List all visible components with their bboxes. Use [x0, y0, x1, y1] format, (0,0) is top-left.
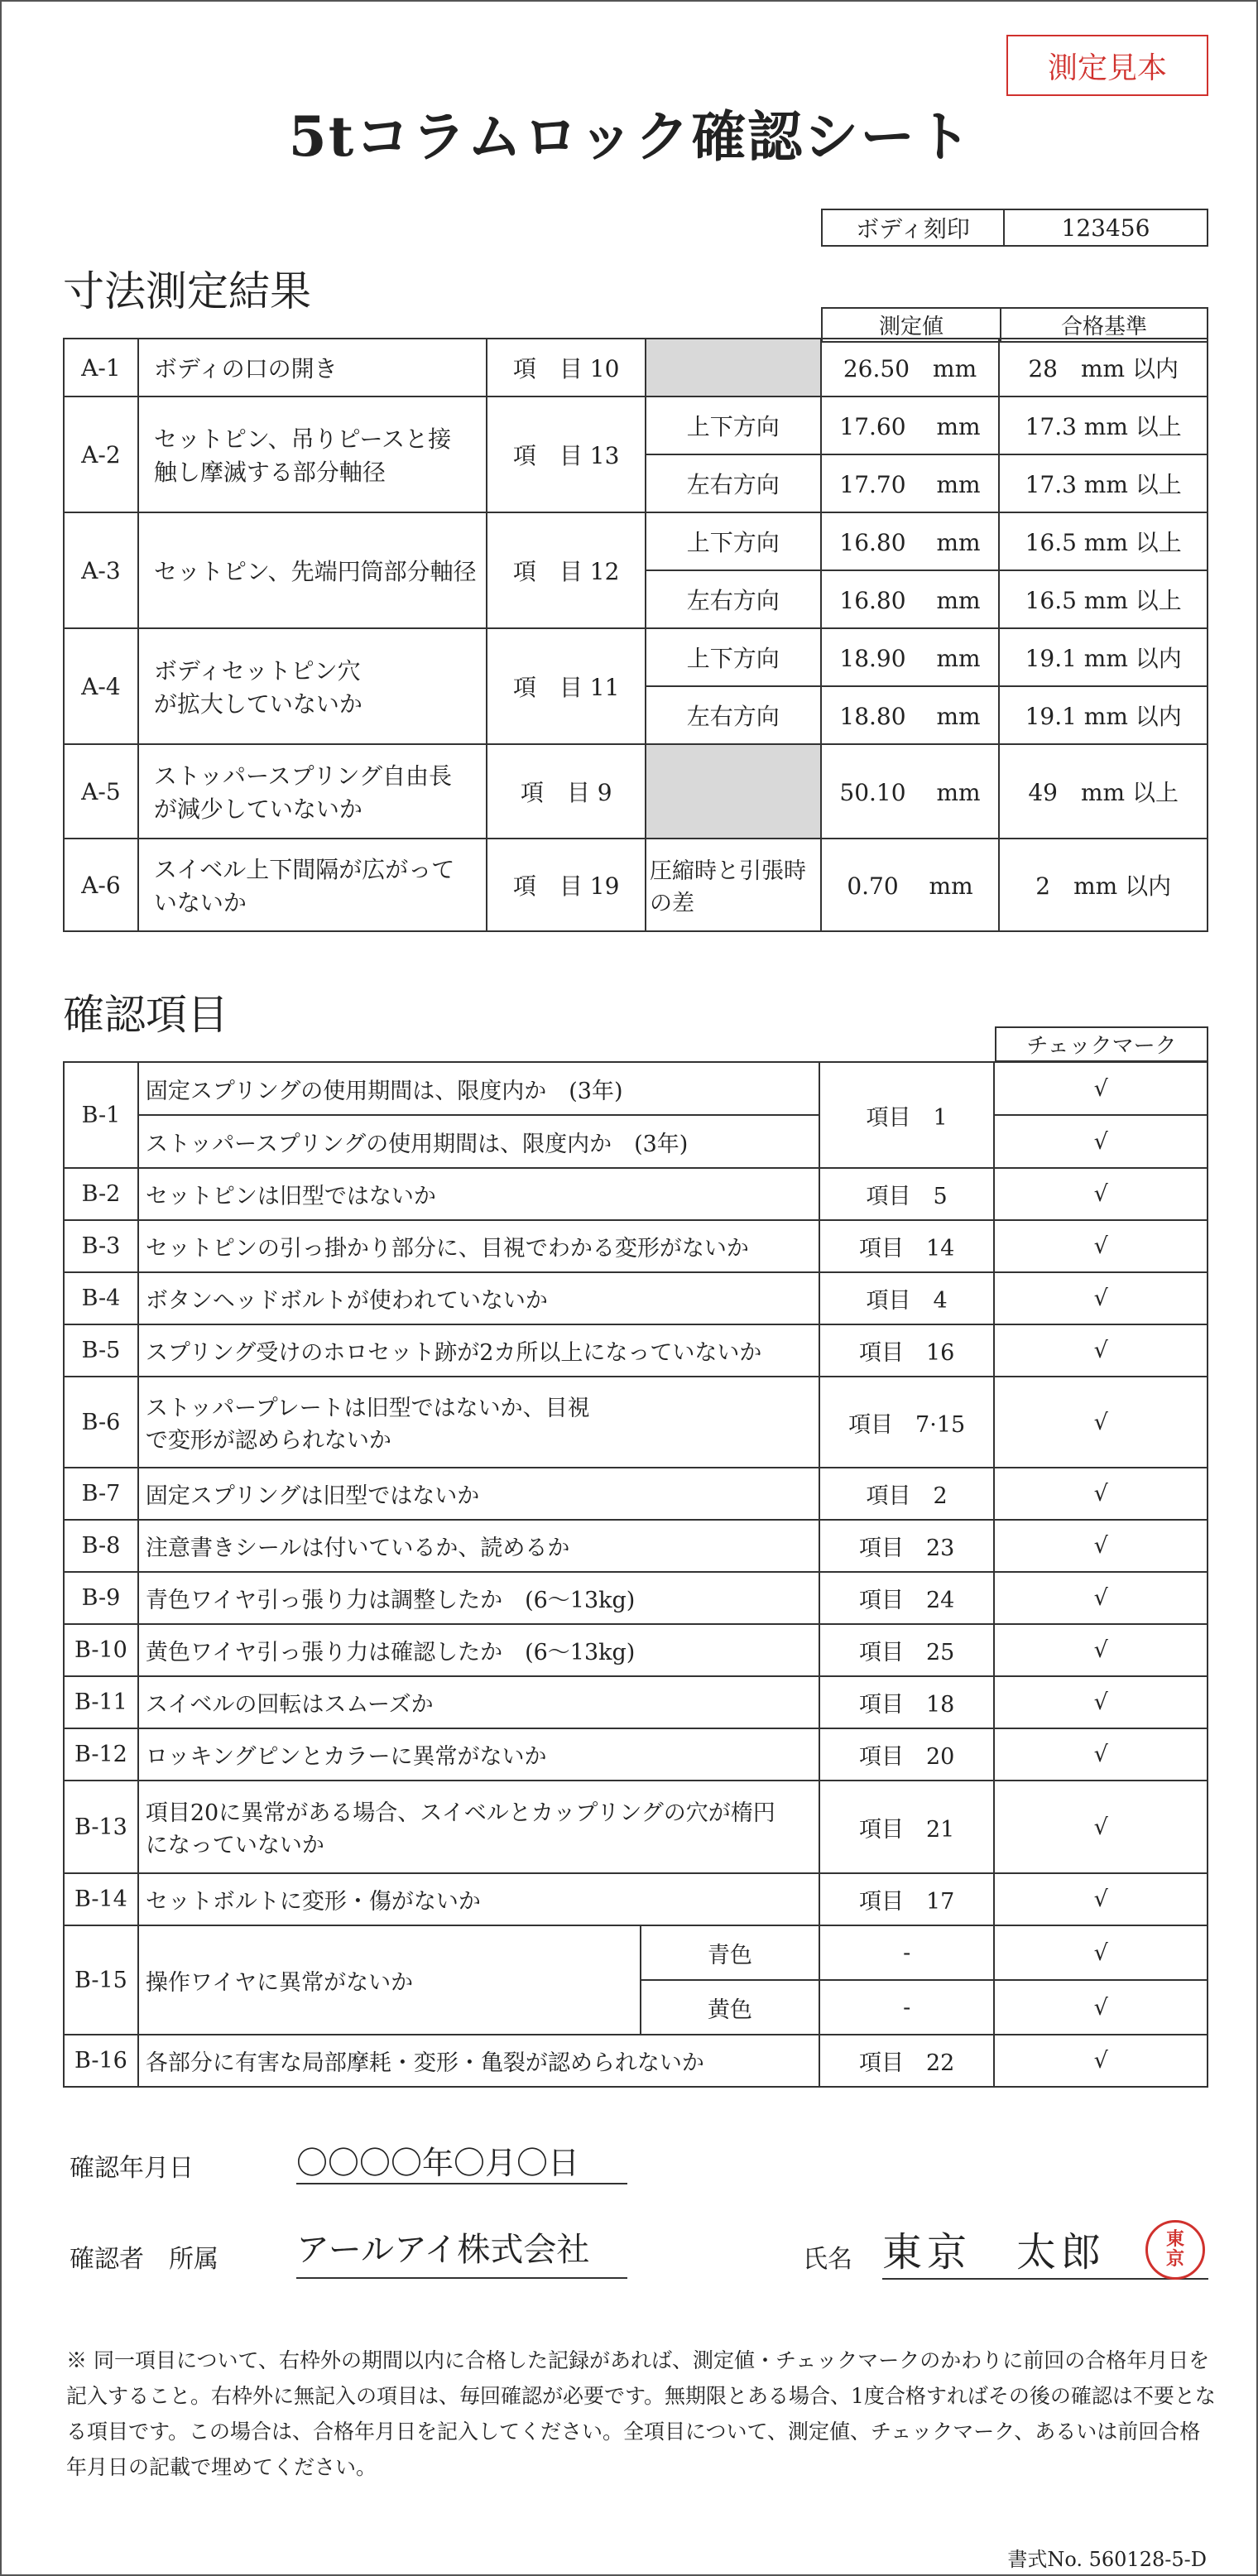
- row-item: 項目 23: [819, 1520, 995, 1572]
- row-text: スプリング受けのホロセット跡が2カ所以上になっていないか: [138, 1324, 819, 1377]
- check-mark: √: [994, 1468, 1208, 1520]
- row-id: A-5: [64, 744, 138, 839]
- table-row: [64, 1220, 1208, 1272]
- row-text: 青色ワイヤ引っ張り力は調整したか (6〜13kg): [138, 1572, 819, 1624]
- table-row: [64, 1676, 1208, 1728]
- table-row: [64, 396, 1208, 454]
- row-text: 固定スプリングは旧型ではないか: [138, 1468, 819, 1520]
- check-mark: √: [994, 1572, 1208, 1624]
- header-measured: 測定値: [822, 308, 1001, 342]
- check-mark: √: [994, 1781, 1208, 1873]
- row-item: 項目 17: [819, 1873, 995, 1925]
- row-desc: ボディセットピン穴が拡大していないか: [138, 628, 487, 744]
- table-row: [64, 1115, 1208, 1168]
- row-item: -: [819, 1925, 995, 1980]
- table-row: [64, 1468, 1208, 1520]
- body-mark-value: 123456: [1004, 209, 1208, 246]
- row-id: B-16: [64, 2035, 138, 2087]
- footnote: ※ 同一項目について、右枠外の期間以内に合格した記録があれば、測定値・チェックマークのかわりに前回の合格年月日を記入すること。右枠外に無記入の項目は、毎回確認が必要です。無期限とある場合、1度合格すればその後の確認は不要となる項目です。この場合は、合格年月日を記入してください。全項目について、測定値、チェックマーク、あるいは前回合格年月日の記載で埋めてください。: [66, 2348, 1216, 2479]
- measured-value: 18.90 mm: [821, 628, 1000, 686]
- criteria-value: 28 mm 以内: [999, 339, 1208, 396]
- row-item: 項目 16: [819, 1324, 995, 1377]
- row-text: セットピンの引っ掛かり部分に、目視でわかる変形がないか: [138, 1220, 819, 1272]
- measured-value: 50.10 mm: [821, 744, 1000, 839]
- measured-value: 17.60 mm: [821, 396, 1000, 454]
- seal-top: 東: [1165, 2229, 1184, 2250]
- table-row: [64, 1324, 1208, 1377]
- table-row: [64, 839, 1208, 931]
- direction: 左右方向: [646, 570, 821, 628]
- check-mark: √: [994, 1220, 1208, 1272]
- row-id: A-4: [64, 628, 138, 744]
- row-text: 固定スプリングの使用期間は、限度内か (3年): [138, 1062, 819, 1115]
- row-id: B-4: [64, 1272, 138, 1324]
- table-row: [64, 2035, 1208, 2087]
- table-row: [64, 1925, 1208, 1980]
- date-value: 〇〇〇〇年〇月〇日: [296, 2137, 627, 2184]
- table-row: [64, 1624, 1208, 1676]
- row-id: B-12: [64, 1728, 138, 1781]
- criteria-value: 19.1 mm 以内: [999, 686, 1208, 744]
- row-text: 項目20に異常がある場合、スイベルとカップリングの穴が楕円になっていないか: [138, 1781, 819, 1873]
- table-row: [64, 1572, 1208, 1624]
- row-id: B-8: [64, 1520, 138, 1572]
- page-title: 5tコラムロック確認シート: [288, 104, 973, 169]
- row-id: A-6: [64, 839, 138, 931]
- row-item: 項目 14: [819, 1220, 995, 1272]
- row-desc: ストッパースプリング自由長が減少していないか: [138, 744, 487, 839]
- criteria-value: 2 mm 以内: [999, 839, 1208, 931]
- row-item: 項目 2: [819, 1468, 995, 1520]
- row-item: 項目 24: [819, 1572, 995, 1624]
- row-item: 項目 4: [819, 1272, 995, 1324]
- table-row: [64, 1873, 1208, 1925]
- row-item: 項目 1: [819, 1062, 995, 1168]
- measured-value: 16.80 mm: [821, 570, 1000, 628]
- row-item: 項目 25: [819, 1624, 995, 1676]
- checker-name: 東京 太郎: [882, 2229, 1107, 2276]
- check-mark: √: [994, 1115, 1208, 1168]
- name-label: 氏名: [803, 2245, 852, 2274]
- row-id: B-13: [64, 1781, 138, 1873]
- row-text: セットピンは旧型ではないか: [138, 1168, 819, 1220]
- row-desc: セットピン、吊りピースと接触し摩滅する部分軸径: [138, 396, 487, 512]
- criteria-value: 19.1 mm 以内: [999, 628, 1208, 686]
- row-id: B-2: [64, 1168, 138, 1220]
- row-item: -: [819, 1980, 995, 2035]
- row-id: B-10: [64, 1624, 138, 1676]
- row-id: B-11: [64, 1676, 138, 1728]
- criteria-value: 49 mm 以上: [999, 744, 1208, 839]
- sub-label-blue: 青色: [641, 1925, 819, 1980]
- measurement-table: [63, 338, 1208, 932]
- check-mark: √: [994, 1676, 1208, 1728]
- row-id: B-6: [64, 1377, 138, 1468]
- header-criteria: 合格基準: [1001, 308, 1208, 342]
- sample-stamp-label: 測定見本: [1006, 35, 1208, 96]
- measured-value: 17.70 mm: [821, 454, 1000, 512]
- row-id: B-3: [64, 1220, 138, 1272]
- form-number: 書式No. 560128-5-D: [1007, 2548, 1207, 2571]
- row-id: B-9: [64, 1572, 138, 1624]
- row-item: 項 目 12: [487, 512, 646, 628]
- criteria-value: 16.5 mm 以上: [999, 512, 1208, 570]
- table-row: [64, 1520, 1208, 1572]
- check-mark: √: [994, 1324, 1208, 1377]
- table-row: [64, 512, 1208, 570]
- criteria-value: 17.3 mm 以上: [999, 454, 1208, 512]
- table-row: [64, 1377, 1208, 1468]
- row-item: 項目 22: [819, 2035, 995, 2087]
- direction: 上下方向: [646, 628, 821, 686]
- check-header: [995, 1026, 1208, 1062]
- table-row: [64, 1728, 1208, 1781]
- row-item: 項 目 9: [487, 744, 646, 839]
- check-mark: √: [994, 1925, 1208, 1980]
- direction: 左右方向: [646, 454, 821, 512]
- section-title-checks: 確認項目: [63, 991, 228, 1039]
- measured-value: 0.70 mm: [821, 839, 1000, 931]
- direction: 上下方向: [646, 396, 821, 454]
- gray-cell: [646, 339, 821, 396]
- check-mark: √: [994, 1624, 1208, 1676]
- section-title-dimensions: 寸法測定結果: [63, 267, 311, 315]
- row-item: 項目 18: [819, 1676, 995, 1728]
- table-row: [64, 1168, 1208, 1220]
- check-mark: √: [994, 1168, 1208, 1220]
- company-name: アールアイ株式会社: [296, 2223, 627, 2279]
- row-text: ストッパープレートは旧型ではないか、目視で変形が認められないか: [138, 1377, 819, 1468]
- measured-value: 16.80 mm: [821, 512, 1000, 570]
- row-id: B-14: [64, 1873, 138, 1925]
- checker-label: 確認者 所属: [70, 2245, 218, 2274]
- row-id: B-1: [64, 1062, 138, 1168]
- body-mark-label: ボディ刻印: [822, 209, 1004, 246]
- check-mark: √: [994, 1980, 1208, 2035]
- table-row: [64, 744, 1208, 839]
- check-mark: √: [994, 1272, 1208, 1324]
- check-mark: √: [994, 1728, 1208, 1781]
- row-text: ストッパースプリングの使用期間は、限度内か (3年): [138, 1115, 819, 1168]
- direction: 左右方向: [646, 686, 821, 744]
- row-item: 項目 5: [819, 1168, 995, 1220]
- direction: 上下方向: [646, 512, 821, 570]
- check-mark: √: [994, 1873, 1208, 1925]
- check-mark: √: [994, 1520, 1208, 1572]
- table-row: [64, 1272, 1208, 1324]
- row-item: 項目 7·15: [819, 1377, 995, 1468]
- row-item: 項 目 19: [487, 839, 646, 931]
- name-seal: [1145, 2220, 1205, 2280]
- row-id: A-3: [64, 512, 138, 628]
- row-item: 項目 21: [819, 1781, 995, 1873]
- row-item: 項 目 13: [487, 396, 646, 512]
- check-mark: √: [994, 2035, 1208, 2087]
- criteria-value: 16.5 mm 以上: [999, 570, 1208, 628]
- seal-bottom: 京: [1165, 2249, 1184, 2270]
- row-text: 注意書きシールは付いているか、読めるか: [138, 1520, 819, 1572]
- check-mark: √: [994, 1062, 1208, 1115]
- row-desc: スイベル上下間隔が広がっていないか: [138, 839, 487, 931]
- criteria-value: 17.3 mm 以上: [999, 396, 1208, 454]
- row-item: 項 目 10: [487, 339, 646, 396]
- direction: 圧縮時と引張時の差: [646, 839, 821, 931]
- row-text: 黄色ワイヤ引っ張り力は確認したか (6〜13kg): [138, 1624, 819, 1676]
- row-item: 項目 20: [819, 1728, 995, 1781]
- measured-value: 26.50 mm: [821, 339, 1000, 396]
- row-item: 項 目 11: [487, 628, 646, 744]
- body-mark-table: [821, 209, 1208, 247]
- header-check: チェックマーク: [996, 1027, 1208, 1061]
- row-text: スイベルの回転はスムーズか: [138, 1676, 819, 1728]
- table-row: [64, 1781, 1208, 1873]
- check-table: [63, 1061, 1208, 2088]
- row-desc: ボディの口の開き: [138, 339, 487, 396]
- row-text: ロッキングピンとカラーに異常がないか: [138, 1728, 819, 1781]
- table-row: [64, 1062, 1208, 1115]
- row-id: A-2: [64, 396, 138, 512]
- row-text: セットボルトに変形・傷がないか: [138, 1873, 819, 1925]
- table-row: [64, 628, 1208, 686]
- row-id: B-5: [64, 1324, 138, 1377]
- sub-label-yellow: 黄色: [641, 1980, 819, 2035]
- row-text: ボタンヘッドボルトが使われていないか: [138, 1272, 819, 1324]
- row-text: 操作ワイヤに異常がないか: [138, 1925, 641, 2035]
- row-id: B-7: [64, 1468, 138, 1520]
- row-desc: セットピン、先端円筒部分軸径: [138, 512, 487, 628]
- measured-value: 18.80 mm: [821, 686, 1000, 744]
- row-id: B-15: [64, 1925, 138, 2035]
- table-row: [64, 339, 1208, 396]
- row-text: 各部分に有害な局部摩耗・変形・亀裂が認められないか: [138, 2035, 819, 2087]
- check-mark: √: [994, 1377, 1208, 1468]
- date-label: 確認年月日: [70, 2154, 194, 2183]
- gray-cell: [646, 744, 821, 839]
- row-id: A-1: [64, 339, 138, 396]
